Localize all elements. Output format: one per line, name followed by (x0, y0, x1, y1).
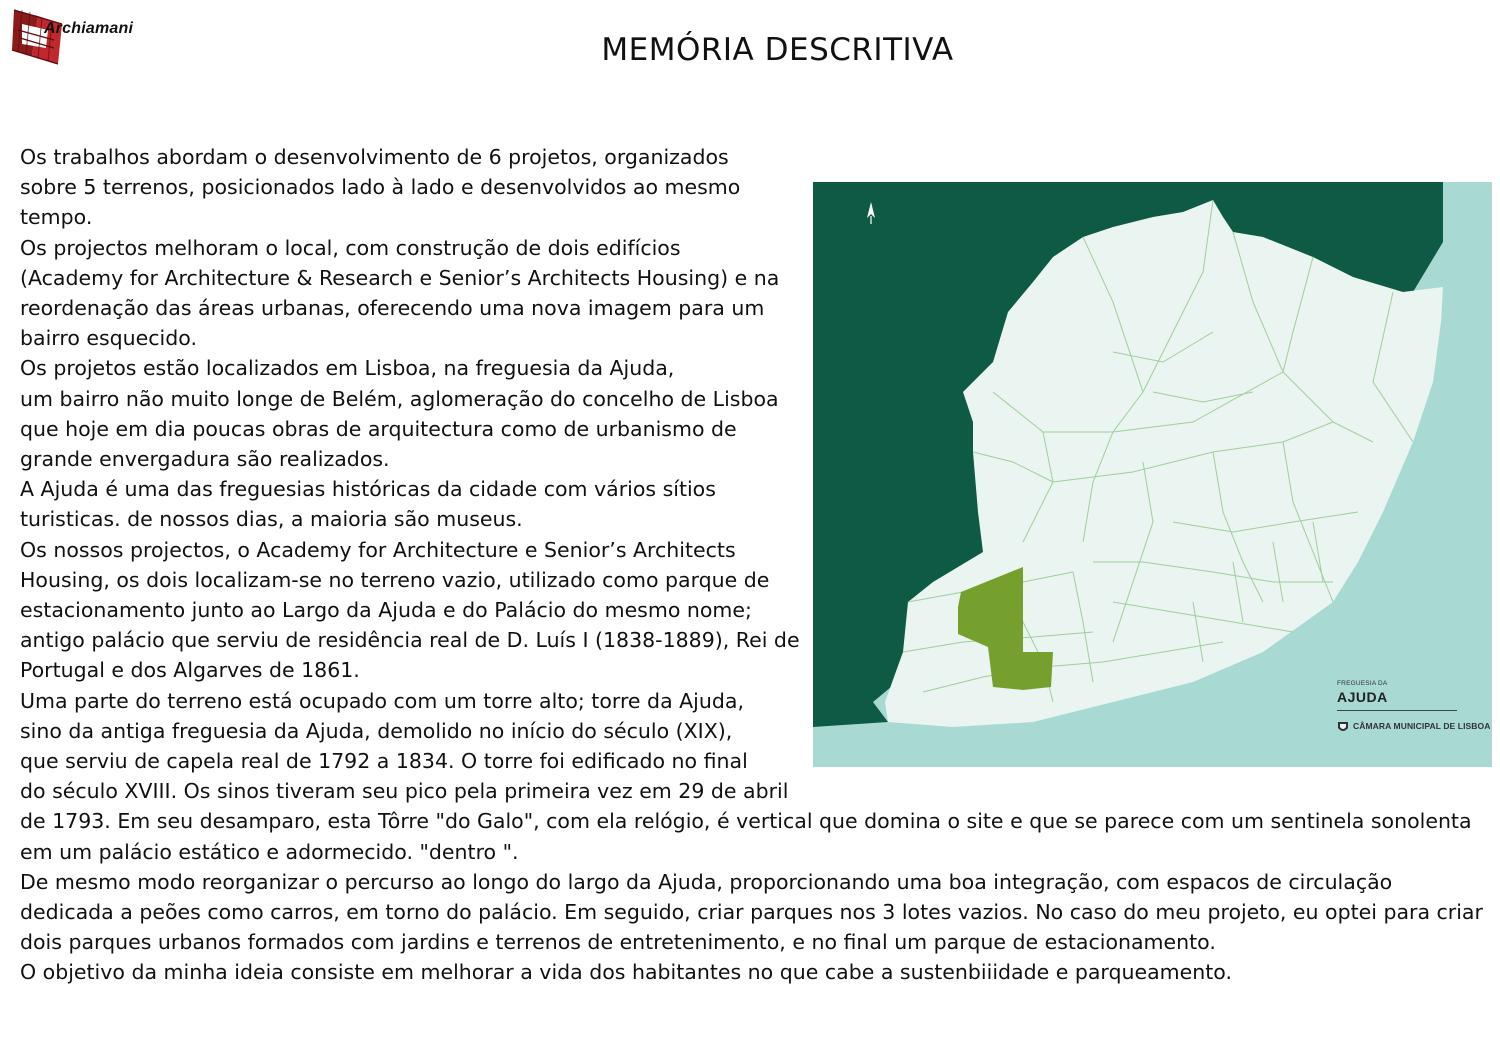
page-title: MEMÓRIA DESCRITIVA (601, 32, 954, 68)
text-line: tempo. (20, 205, 93, 230)
text-line: estacionamento junto ao Largo da Ajuda e do Palácio do mesmo nome; (20, 598, 752, 623)
text-line: Portugal e dos Algarves de 1861. (20, 658, 360, 683)
text-line: A Ajuda é uma das freguesias históricas da cidade com vários sítios (20, 477, 716, 502)
text-line: Os nossos projectos, o Academy for Architecture e Senior’s Architects (20, 537, 736, 562)
text-line: turisticas. de nossos dias, a maioria são museus. (20, 507, 523, 532)
map-label-parish: AJUDA (1337, 689, 1388, 705)
text-line: em um palácio estático e adormecido. "dentro ". (20, 839, 519, 864)
text-line: reordenação das áreas urbanas, oferecendo uma nova imagem para um (20, 296, 765, 321)
text-line: (Academy for Architecture & Research e Senior’s Architects Housing) e na (20, 265, 780, 290)
text-line: de 1793. Em seu desamparo, esta Tôrre "do Galo", com ela relógio, é vertical que domina o site e que se parece com um sentinela sonolenta (20, 809, 1472, 834)
description-text (20, 142, 1495, 988)
text-line: Os projetos estão localizados em Lisboa, na freguesia da Ajuda, (20, 356, 675, 381)
text-line: O objetivo da minha ideia consiste em melhorar a vida dos habitantes no que cabe a sustenbiiidade e parqueamento. (20, 960, 1232, 985)
text-line: do século XVIII. Os sinos tiveram seu pico pela primeira vez em 29 de abril (20, 779, 789, 804)
map-label-small: FREGUESIA DA (1337, 680, 1388, 687)
text-line: antigo palácio que serviu de residência real de D. Luís I (1838-1889), Rei de (20, 628, 800, 653)
text-line: grande envergadura são realizados. (20, 447, 390, 472)
text-line: que hoje em dia poucas obras de arquitectura como de urbanismo de (20, 416, 737, 441)
text-line: bairro esquecido. (20, 326, 197, 351)
map-council-label: CÂMARA MUNICIPAL DE LISBOA (1353, 721, 1491, 731)
text-line: Os projectos melhoram o local, com construção de dois edifícios (20, 235, 681, 260)
text-line: que serviu de capela real de 1792 a 1834. O torre foi edificado no final (20, 749, 748, 774)
text-line: Os trabalhos abordam o desenvolvimento de 6 projetos, organizados (20, 145, 729, 169)
text-line: sobre 5 terrenos, posicionados lado à lado e desenvolvidos ao mesmo (20, 175, 741, 200)
text-line: Uma parte do terreno está ocupado com um torre alto; torre da Ajuda, (20, 688, 744, 713)
text-line: dedicada a peões como carros, em torno do palácio. Em seguido, criar parques nos 3 lotes vazios. No caso do meu projeto, eu optei para criar (20, 900, 1483, 925)
text-line: De mesmo modo reorganizar o percurso ao longo do largo da Ajuda, proporcionando uma boa integração, com espacos de circulação (20, 869, 1393, 894)
text-line: um bairro não muito longe de Belém, aglomeração do concelho de Lisboa (20, 386, 779, 411)
text-line: dois parques urbanos formados com jardins e terrenos de entretenimento, e no final um parque de estacionamento. (20, 930, 1216, 955)
logo-text: Archiamani (44, 20, 134, 37)
text-line: sino da antiga freguesia da Ajuda, demolido no início do século (XIX), (20, 718, 733, 743)
text-line: Housing, os dois localizam-se no terreno vazio, utilizado como parque de (20, 567, 770, 592)
